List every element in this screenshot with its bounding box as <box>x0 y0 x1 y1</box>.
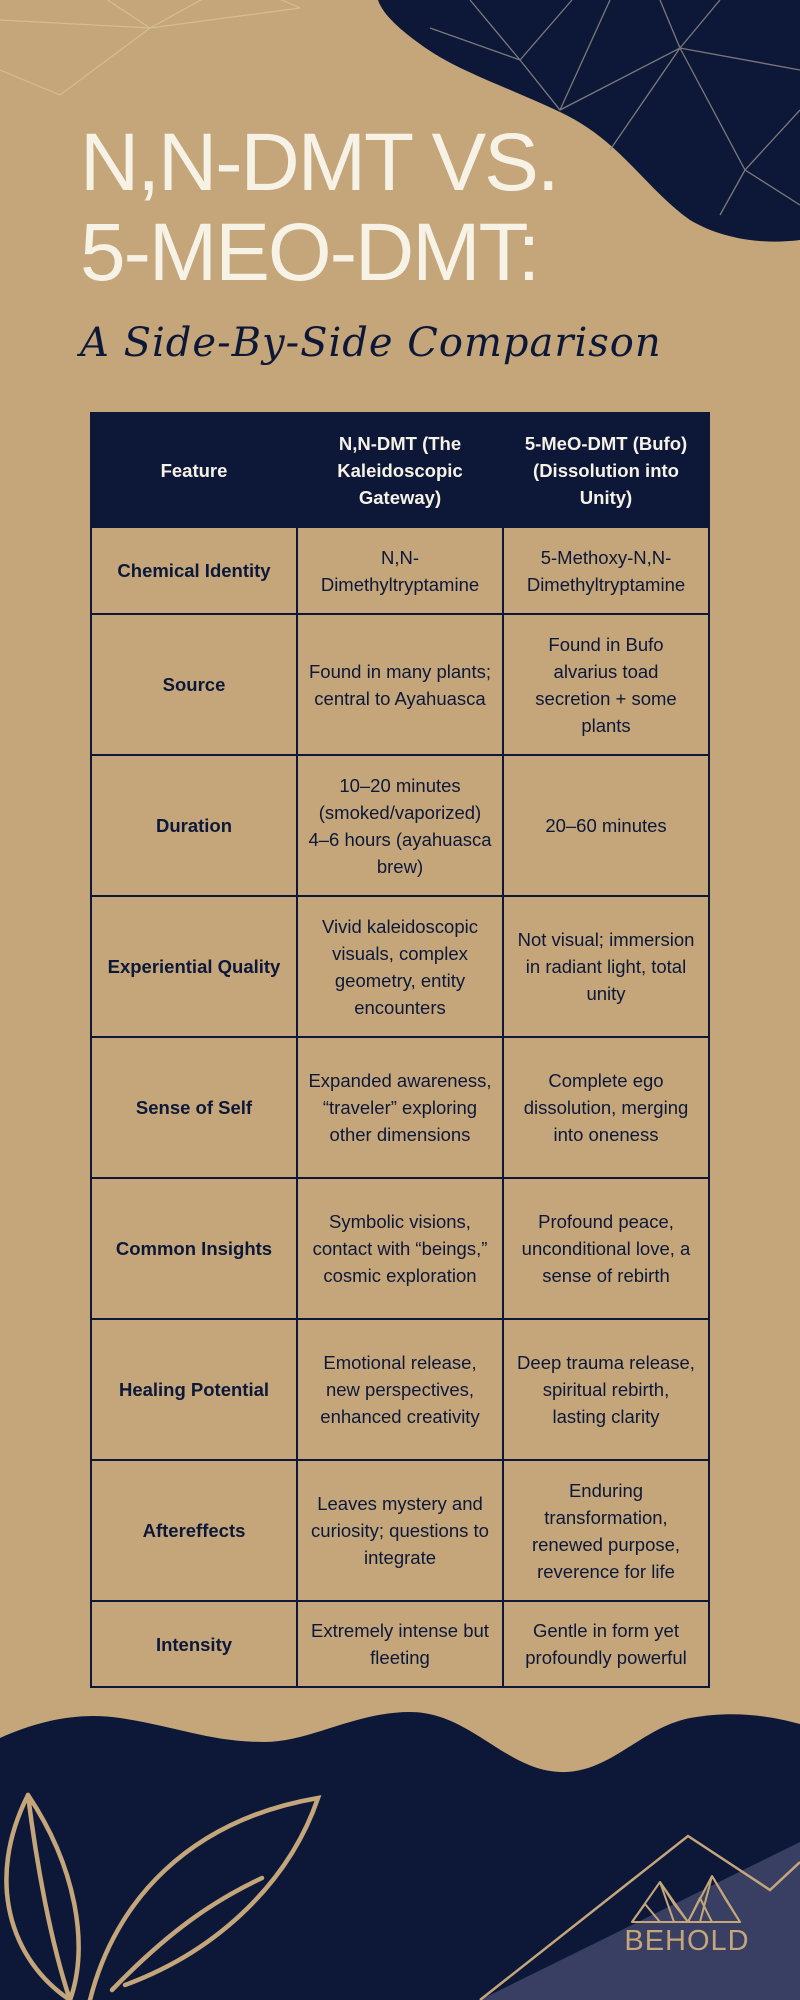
header-feature: Feature <box>91 413 297 527</box>
feature-cell: Experiential Quality <box>91 896 297 1037</box>
5-meo-dmt-cell: Gentle in form yet profoundly powerful <box>503 1601 709 1687</box>
feature-cell: Healing Potential <box>91 1319 297 1460</box>
table-row <box>91 1319 709 1460</box>
nn-dmt-cell: Expanded awareness, “traveler” exploring other dimensions <box>297 1037 503 1178</box>
table-row <box>91 755 709 896</box>
nn-dmt-cell: Emotional release, new perspectives, enhanced creativity <box>297 1319 503 1460</box>
table-row <box>91 527 709 614</box>
table-row <box>91 896 709 1037</box>
table-row <box>91 1037 709 1178</box>
feature-cell: Aftereffects <box>91 1460 297 1601</box>
feature-cell: Intensity <box>91 1601 297 1687</box>
page-subtitle: A Side-By-Side Comparison <box>80 320 662 366</box>
table-row <box>91 1178 709 1319</box>
5-meo-dmt-cell: Found in Bufo alvarius toad secretion + some plants <box>503 614 709 755</box>
5-meo-dmt-cell: Complete ego dissolution, merging into oneness <box>503 1037 709 1178</box>
table-header-row <box>91 413 709 527</box>
5-meo-dmt-cell: 5-Methoxy-N,N-Dimethyltryptamine <box>503 527 709 614</box>
nn-dmt-cell: 10–20 minutes (smoked/vaporized) 4–6 hours (ayahuasca brew) <box>297 755 503 896</box>
title-line-2: 5-MEO-DMT: <box>80 207 539 298</box>
nn-dmt-cell: Found in many plants; central to Ayahuasca <box>297 614 503 755</box>
header-5-meo-dmt: 5-MeO-DMT (Bufo) (Dissolution into Unity) <box>503 413 709 527</box>
nn-dmt-cell: Extremely intense but fleeting <box>297 1601 503 1687</box>
table-header <box>91 413 709 527</box>
5-meo-dmt-cell: Enduring transformation, renewed purpose, reverence for life <box>503 1460 709 1601</box>
table-row <box>91 614 709 755</box>
5-meo-dmt-cell: Deep trauma release, spiritual rebirth, lasting clarity <box>503 1319 709 1460</box>
5-meo-dmt-cell: 20–60 minutes <box>503 755 709 896</box>
nn-dmt-cell: Vivid kaleidoscopic visuals, complex geometry, entity encounters <box>297 896 503 1037</box>
table-row <box>91 1601 709 1687</box>
comparison-table <box>90 412 710 1688</box>
faint-geometric-lines <box>0 0 300 95</box>
5-meo-dmt-cell: Profound peace, unconditional love, a sense of rebirth <box>503 1178 709 1319</box>
feature-cell: Source <box>91 614 297 755</box>
header-nn-dmt: N,N-DMT (The Kaleidoscopic Gateway) <box>297 413 503 527</box>
behold-logo-text: BEHOLD <box>624 1925 750 1957</box>
5-meo-dmt-cell: Not visual; immersion in radiant light, total unity <box>503 896 709 1037</box>
table-body <box>91 527 709 1687</box>
nn-dmt-cell: N,N-Dimethyltryptamine <box>297 527 503 614</box>
feature-cell: Chemical Identity <box>91 527 297 614</box>
nn-dmt-cell: Symbolic visions, contact with “beings,” cosmic exploration <box>297 1178 503 1319</box>
feature-cell: Duration <box>91 755 297 896</box>
page-title <box>80 118 558 298</box>
table-row <box>91 1460 709 1601</box>
feature-cell: Common Insights <box>91 1178 297 1319</box>
feature-cell: Sense of Self <box>91 1037 297 1178</box>
nn-dmt-cell: Leaves mystery and curiosity; questions to integrate <box>297 1460 503 1601</box>
title-line-1: N,N-DMT VS. <box>80 117 558 208</box>
